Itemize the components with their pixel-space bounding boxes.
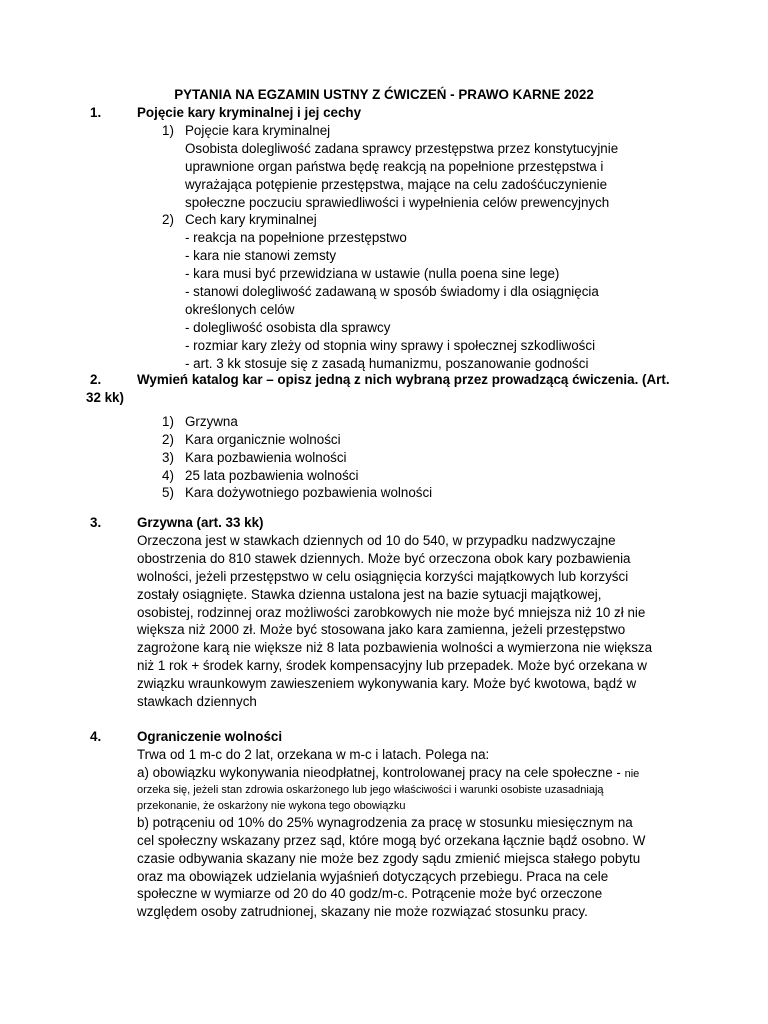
list-item-text: 25 lata pozbawienia wolności — [185, 467, 359, 483]
question-heading-line: Wymień katalog kar – opisz jedną z nich wybraną przez prowadzącą ćwiczenia. (Art. — [137, 372, 670, 387]
subpoint-number: 1) — [162, 122, 174, 138]
question-number: 2. — [90, 372, 102, 387]
small-text-line: przekonanie, że oskarżony nie wykona tego obowiązku — [137, 799, 406, 812]
list-item-number: 5) — [162, 485, 174, 501]
question-4 — [90, 728, 690, 921]
question-1 — [90, 104, 690, 373]
text-line: społeczne w wymiarze od 20 do 40 godz/m-c. Potrącenie może być orzeczone — [137, 886, 603, 902]
bullet-line: - kara nie stanowi zemsty — [185, 248, 337, 264]
subpoint-label: Pojęcie kara kryminalnej — [185, 122, 331, 138]
text-line: społeczne poczuciu sprawiedliwości i wypełnienia celów prewencyjnych — [185, 194, 610, 210]
paragraph — [137, 532, 690, 711]
text-line: uprawnione organ państwa będę reakcją na popełnione przestępstwa i — [185, 158, 604, 174]
text-line — [137, 764, 690, 782]
subpoint-1 — [162, 122, 690, 212]
text-line: względem osoby zatrudnionej, skazany nie może rozwiązać stosunku pracy. — [137, 904, 588, 920]
small-text: nie — [624, 767, 640, 780]
list-item — [162, 431, 690, 449]
text-line: czasie odbywania skazany nie może bez zgody sądu zmienić miejsca stałego pobytu — [137, 850, 641, 866]
document-title: PYTANIA NA EGZAMIN USTNY Z ĆWICZEŃ - PRAWO KARNE 2022 — [174, 87, 594, 102]
text-line: zagrożone karą nie większe niż 8 lata pozbawienia wolności a wymierzona nie większa — [137, 640, 653, 656]
bullet-line: - dolegliwość osobista dla sprawcy — [185, 319, 391, 335]
text-line: cel społeczny wskazany przez sąd, które mogą być orzekana łącznie bądź osobno. W — [137, 832, 646, 848]
small-text-line: orzeka się, jeżeli stan zdrowia oskarżonego lub jego właściwości i warunki osobiste uzasadniają — [137, 783, 604, 796]
question-number: 1. — [90, 105, 102, 120]
list-item-text: Kara dożywotniego pozbawienia wolności — [185, 485, 433, 501]
subpoint-2 — [162, 211, 690, 372]
bullet-line: - reakcja na popełnione przestępstwo — [185, 230, 407, 246]
text-line: osobistej, rodzinnej oraz możliwości zarobkowych nie może być mniejsza niż 10 zł nie — [137, 604, 646, 620]
text-line: Orzeczona jest w stawkach dziennych od 10 do 540, w przypadku nadzwyczajne — [137, 532, 616, 548]
list-item-number: 2) — [162, 431, 174, 447]
text-line: zostały osiągnięte. Stawka dzienna ustalona jest na bazie sytuacji majątkowej, — [137, 586, 602, 602]
question-3 — [90, 514, 690, 711]
bullet-line: - rozmiar kary zleży od stopnia winy sprawy i społecznej szkodliwości — [185, 337, 596, 353]
paragraph — [137, 746, 690, 921]
question-number: 4. — [90, 729, 102, 744]
subpoint-label: Cech kary kryminalnej — [185, 212, 317, 228]
bullet-line: - stanowi dolegliwość zadawaną w sposób świadomy i dla osiągnięcia — [185, 284, 599, 300]
text-line: Osobista dolegliwość zadana sprawcy przestępstwa przez konstytucyjnie — [185, 140, 619, 156]
list-item-text: Kara pozbawienia wolności — [185, 449, 347, 465]
question-heading: Ograniczenie wolności — [137, 729, 283, 744]
list-item-number: 3) — [162, 449, 174, 465]
text-line: wolności, jeżeli przestępstwo w celu osiągnięcia korzyści majątkowych lub korzyści — [137, 568, 629, 584]
text-line: stawkach dziennych — [137, 694, 257, 710]
question-heading-line: 32 kk) — [86, 389, 124, 405]
subpoint-number: 2) — [162, 212, 174, 228]
list-item-number: 1) — [162, 413, 174, 429]
text-line: większa niż 2000 zł. Może być stosowana jako kara zamienna, jeżeli przestępstwo — [137, 622, 626, 638]
text-line: b) potrąceniu od 10% do 25% wynagrodzenia za pracę w stosunku miesięcznym na — [137, 814, 633, 830]
text-fragment: a) obowiązku wykonywania nieodpłatnej, kontrolowanej pracy na cele społeczne - — [137, 764, 621, 780]
list-item — [162, 413, 690, 431]
question-heading: Grzywna (art. 33 kk) — [137, 515, 264, 530]
text-line: wyrażająca potępienie przestępstwa, mające na celu zadośćuczynienie — [185, 176, 608, 192]
text-line: związku wraunkowym zawieszeniem wykonywania kary. Może być kwotowa, bądź w — [137, 676, 637, 692]
question-heading: Pojęcie kary kryminalnej i jej cechy — [137, 105, 362, 120]
text-line: obostrzenia do 810 stawek dziennych. Może być orzeczona obok kary pozbawienia — [137, 550, 631, 566]
list-item — [162, 449, 690, 467]
question-number: 3. — [90, 515, 102, 530]
list-item-text: Kara organicznie wolności — [185, 431, 341, 447]
question-2 — [86, 371, 690, 502]
bullet-line: - art. 3 kk stosuje się z zasadą humanizmu, poszanowanie godności — [185, 355, 589, 371]
bullet-line: określonych celów — [185, 301, 295, 317]
text-line: oraz ma obowiązek udzielania wyjaśnień dotyczących przebiegu. Praca na cele — [137, 868, 609, 884]
text-line: Trwa od 1 m-c do 2 lat, orzekana w m-c i latach. Polega na: — [137, 746, 490, 762]
list-item — [162, 484, 690, 502]
list-item-number: 4) — [162, 467, 174, 483]
bullet-line: - kara musi być przewidziana w ustawie (nulla poena sine lege) — [185, 266, 560, 282]
list-item-text: Grzywna — [185, 413, 238, 429]
list-item — [162, 467, 690, 485]
text-line: niż 1 rok + środek karny, środek kompensacyjny lub przepadek. Może być orzekana w — [137, 658, 647, 674]
